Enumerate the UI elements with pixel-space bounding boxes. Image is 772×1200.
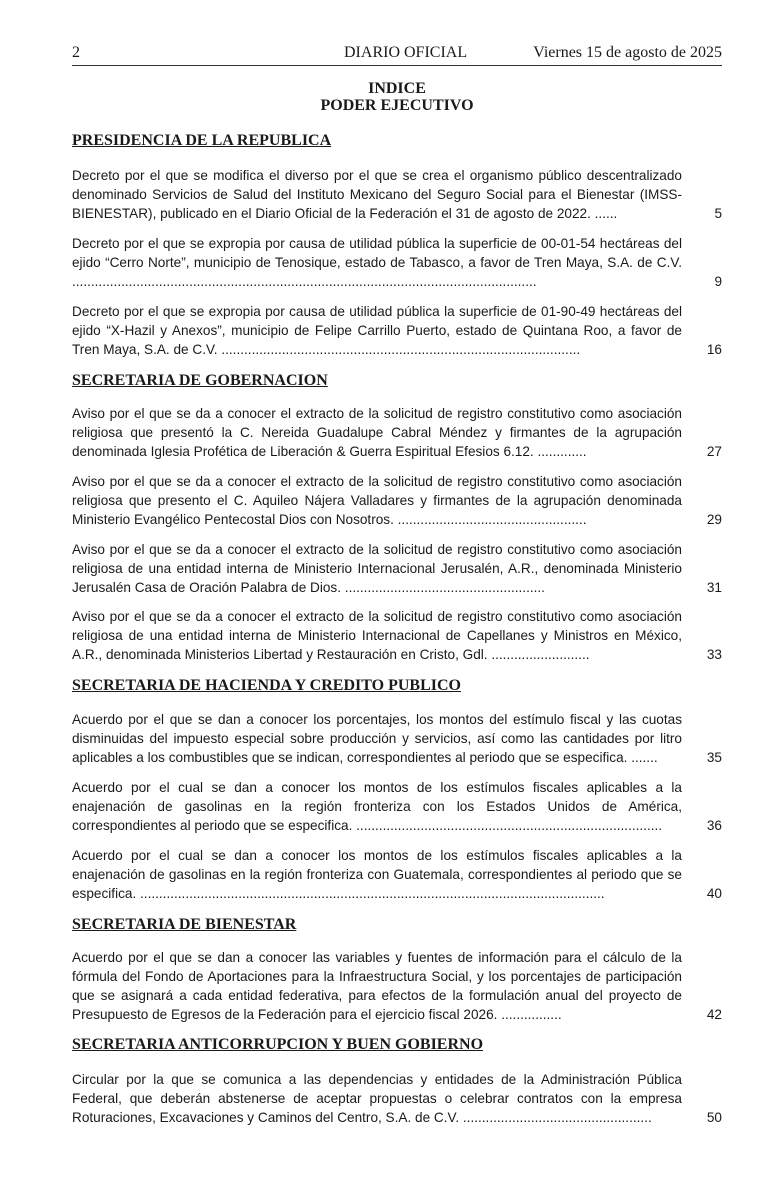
dot-leader: ..................................................... xyxy=(341,580,545,595)
dot-leader: ........................................................................................................................... xyxy=(136,886,605,901)
toc-entry[interactable] xyxy=(72,472,722,529)
toc-entry[interactable] xyxy=(72,778,722,835)
dot-leader: .................................................. xyxy=(459,1110,652,1125)
entry-text: Aviso por el que se da a conocer el extracto de la solicitud de registro constitutivo como asociación religiosa de una entidad interna de Ministerio Internacional Jerusalén, A.R., denominada Ministerio Jerusalén Casa de Oración Palabra de Dios. xyxy=(72,542,682,595)
entry-page-number: 16 xyxy=(706,342,722,357)
header-rule xyxy=(72,65,722,66)
dot-leader: ................................................................................. xyxy=(352,818,663,833)
entry-page-number: 40 xyxy=(706,886,722,901)
entry-page-number: 5 xyxy=(714,206,722,221)
publication-title: DIARIO OFICIAL xyxy=(344,44,468,61)
entry-page-number: 9 xyxy=(714,274,722,289)
branch-heading: PODER EJECUTIVO xyxy=(320,97,474,114)
entry-text: Acuerdo por el que se dan a conocer las variables y fuentes de información para el cálculo de la fórmula del Fondo de Aportaciones para la Infraestructura Social, y los porcentajes de participación que se asignará a cada entidad federativa, para efectos de la formulación anual del proyecto de Presupuesto de Egresos de la Federación para el ejercicio fiscal 2026. xyxy=(72,950,682,1022)
entry-page-number: 33 xyxy=(706,647,722,662)
entry-page-number: 27 xyxy=(706,444,722,459)
dot-leader: ............. xyxy=(533,444,587,459)
section-title: SECRETARIA ANTICORRUPCION Y BUEN GOBIERNO xyxy=(72,1036,484,1053)
toc-entry[interactable] xyxy=(72,302,722,359)
section-title: SECRETARIA DE BIENESTAR xyxy=(72,916,297,933)
toc-entry[interactable] xyxy=(72,540,722,597)
toc-entry[interactable] xyxy=(72,1070,722,1127)
page-number: 2 xyxy=(72,44,80,61)
section-title: PRESIDENCIA DE LA REPUBLICA xyxy=(72,132,332,149)
entry-text: Circular por la que se comunica a las dependencias y entidades de la Administración Pública Federal, que deberán abstenerse de aceptar propuestas o celebrar contratos con la empresa Roturaciones, Excavaciones y Caminos del Centro, S.A. de C.V. xyxy=(72,1072,682,1125)
entry-text: Decreto por el que se expropia por causa de utilidad pública la superficie de 00-01-54 hectáreas del ejido “Cerro Norte”, municipio de Tenosique, estado de Tabasco, a favor de Tren Maya, S.A. de C.V. xyxy=(72,236,682,270)
toc-entry[interactable] xyxy=(72,404,722,461)
entry-page-number: 31 xyxy=(706,580,722,595)
entry-text: Acuerdo por el que se dan a conocer los porcentajes, los montos del estímulo fiscal y las cuotas disminuidas del impuesto especial sobre producción y servicios, así como las cantidades por litro aplicables a los combustibles que se indican, correspondientes al periodo que se especifica. xyxy=(72,712,682,765)
dot-leader: ................ xyxy=(497,1007,562,1022)
section-title: SECRETARIA DE HACIENDA Y CREDITO PUBLICO xyxy=(72,677,461,694)
dot-leader: .......................... xyxy=(487,647,590,662)
entry-page-number: 36 xyxy=(706,818,722,833)
dot-leader: ........................................................................................................................... xyxy=(72,274,537,289)
toc-entry[interactable] xyxy=(72,710,722,767)
page-header xyxy=(72,40,722,66)
dot-leader: ............................................................................................... xyxy=(217,342,581,357)
section-title: SECRETARIA DE GOBERNACION xyxy=(72,372,328,389)
toc-entry[interactable] xyxy=(72,234,722,291)
entry-page-number: 50 xyxy=(706,1110,722,1125)
entry-text: Decreto por el que se modifica el diverso por el que se crea el organismo público descentralizado denominado Servicios de Salud del Instituto Mexicano del Seguro Social para el Bienestar (IMSS-BIENESTAR), publicado en el Diario Oficial de la Federación el 31 de agosto de 2022. xyxy=(72,168,682,221)
entry-text: Aviso por el que se da a conocer el extracto de la solicitud de registro constitutivo como asociación religiosa que presentó la C. Nereida Guadalupe Cabral Méndez y firmantes de la agrupación denominada Iglesia Profética de Liberación & Guerra Espiritual Efesios 6.12. xyxy=(72,406,682,459)
entry-page-number: 29 xyxy=(706,512,722,527)
entry-text: Acuerdo por el cual se dan a conocer los montos de los estímulos fiscales aplicables a la enajenación de gasolinas en la región fronteriza con Guatemala, correspondientes al periodo que se especifica. xyxy=(72,848,682,901)
toc-entry[interactable] xyxy=(72,607,722,664)
toc-entry[interactable] xyxy=(72,166,722,223)
index-heading: INDICE xyxy=(368,80,426,97)
publication-date: Viernes 15 de agosto de 2025 xyxy=(533,44,722,61)
entry-text: Acuerdo por el cual se dan a conocer los montos de los estímulos fiscales aplicables a la enajenación de gasolinas en la región fronteriza con los Estados Unidos de América, correspondientes al periodo que se especifica. xyxy=(72,780,682,833)
dot-leader: ...... xyxy=(590,206,618,221)
toc-entry[interactable] xyxy=(72,948,722,1024)
dot-leader: .................................................. xyxy=(393,512,587,527)
entry-page-number: 42 xyxy=(706,1007,722,1022)
dot-leader: ....... xyxy=(627,750,658,765)
entry-text: Aviso por el que se da a conocer el extracto de la solicitud de registro constitutivo como asociación religiosa que presento el C. Aquileo Nájera Valladares y firmantes de la agrupación denominada Ministerio Evangélico Pentecostal Dios con Nosotros. xyxy=(72,474,682,527)
entry-text: Aviso por el que se da a conocer el extracto de la solicitud de registro constitutivo como asociación religiosa de una entidad interna de Ministerio Internacional de Capellanes y Ministros en México, A.R., denominada Ministerios Libertad y Restauración en Cristo, Gdl. xyxy=(72,609,682,662)
entry-page-number: 35 xyxy=(706,750,722,765)
toc-entry[interactable] xyxy=(72,846,722,903)
entry-text: Decreto por el que se expropia por causa de utilidad pública la superficie de 01-90-49 hectáreas del ejido “X-Hazil y Anexos”, municipio de Felipe Carrillo Puerto, estado de Quintana Roo, a favor de Tren Maya, S.A. de C.V. xyxy=(72,304,682,357)
